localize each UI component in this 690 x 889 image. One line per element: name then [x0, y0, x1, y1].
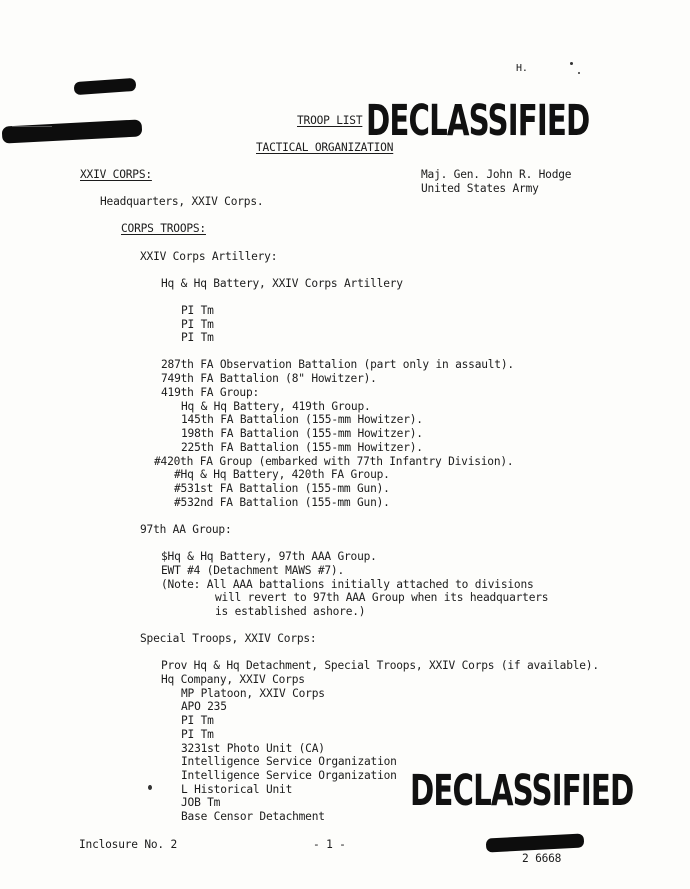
speck [570, 62, 573, 65]
unit-line: #532nd FA Battalion (155-mm Gun). [174, 496, 390, 509]
declassified-stamp-bottom: DECLASSIFIED [410, 766, 634, 816]
unit-line: JOB Tm [181, 796, 221, 809]
pi-team-line: PI Tm [181, 304, 214, 317]
declassified-stamp-top: DECLASSIFIED [366, 96, 590, 146]
unit-line: 145th FA Battalion (155-mm Howitzer). [181, 413, 423, 426]
corps-troops-heading: CORPS TROOPS: [121, 222, 206, 235]
page-number: - 1 - [313, 838, 346, 851]
unit-line: 225th FA Battalion (155-mm Howitzer). [181, 441, 423, 454]
unit-line: PI Tm [181, 728, 214, 741]
corps-heading: XXIV CORPS: [80, 168, 152, 181]
redaction-bar-left [2, 119, 143, 143]
unit-line: PI Tm [181, 714, 214, 727]
unit-line: 287th FA Observation Battalion (part only in assault). [161, 358, 514, 371]
unit-line: Intelligence Service Organization [181, 769, 397, 782]
document-subtitle: TACTICAL ORGANIZATION [256, 141, 394, 154]
unit-line: APO 235 [181, 700, 227, 713]
unit-line: $Hq & Hq Battery, 97th AAA Group. [161, 550, 377, 563]
inclosure-label: Inclosure No. 2 [79, 838, 178, 851]
unit-line: Base Censor Detachment [181, 810, 325, 823]
note-line: (Note: All AAA battalions initially attached to divisions [161, 578, 534, 591]
pi-team-line: PI Tm [181, 318, 214, 331]
unit-line: #Hq & Hq Battery, 420th FA Group. [174, 468, 390, 481]
commander-branch: United States Army [421, 182, 539, 195]
unit-line: Hq & Hq Battery, 419th Group. [181, 400, 371, 413]
note-line: will revert to 97th AAA Group when its headquarters [215, 591, 549, 604]
aa-group-heading: 97th AA Group: [140, 523, 232, 536]
unit-line: 3231st Photo Unit (CA) [181, 742, 325, 755]
document-title: TROOP LIST [297, 114, 363, 127]
special-troops-heading: Special Troops, XXIV Corps: [140, 632, 317, 645]
note-line: is established ashore.) [215, 605, 366, 618]
unit-line: #531st FA Battalion (155-mm Gun). [174, 482, 390, 495]
unit-line: Intelligence Service Organization [181, 755, 397, 768]
artillery-hq-line: Hq & Hq Battery, XXIV Corps Artillery [161, 277, 403, 290]
unit-line: Prov Hq & Hq Detachment, Special Troops, XXIV Corps (if available). [161, 659, 599, 672]
speck [148, 785, 152, 790]
corner-mark: H. [516, 63, 528, 74]
speck [578, 72, 580, 74]
unit-line: #420th FA Group (embarked with 77th Infantry Division). [154, 455, 514, 468]
redaction-bar-top [74, 78, 137, 95]
redaction-bar-bottom [486, 833, 585, 852]
unit-line: EWT #4 (Detachment MAWS #7). [161, 564, 344, 577]
artillery-heading: XXIV Corps Artillery: [140, 250, 278, 263]
unit-line: L Historical Unit [181, 783, 293, 796]
pi-team-line: PI Tm [181, 331, 214, 344]
unit-line: Hq Company, XXIV Corps [161, 673, 305, 686]
commander-name: Maj. Gen. John R. Hodge [421, 168, 572, 181]
document-code: 2 6668 [522, 852, 562, 865]
unit-line: 419th FA Group: [161, 386, 260, 399]
unit-line: 749th FA Battalion (8" Howitzer). [161, 372, 377, 385]
unit-line: MP Platoon, XXIV Corps [181, 687, 325, 700]
headquarters-line: Headquarters, XXIV Corps. [100, 195, 264, 208]
scan-dash [12, 126, 52, 127]
unit-line: 198th FA Battalion (155-mm Howitzer). [181, 427, 423, 440]
